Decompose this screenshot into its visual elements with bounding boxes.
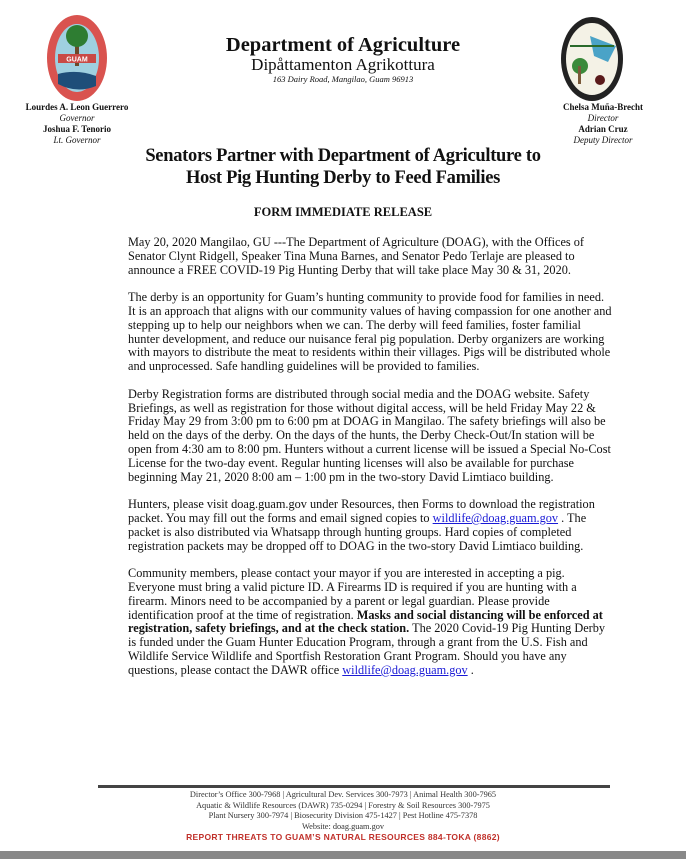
paragraph-4-text: Hunters, please visit doag.guam.gov under Resources, then Forms to download the registration packet. You may fill out the forms and email signed copies to [128,497,595,525]
deputy-director-name: Adrian Cruz [578,124,628,134]
paragraph-4-text-2: . The packet is also distributed via Whatsapp through hunting groups. Hard copies of completed registration packets may be dropped off to DOAG in the two-story David Limtiaco building. [128,510,587,553]
paragraph-5-bold: Masks and social distancing will be enforced at registration, safety briefings, and at the check station. [128,607,603,636]
dawr-email-link[interactable]: wildlife@doag.guam.gov [342,662,468,677]
paragraph-2: The derby is an opportunity for Guam’s hunting community to provide food for families in need. It is an approach that aligns with our community values of having compassion for one another and stepping up to help our neighbors when we can. The derby will feed families, foster familial hunter development, and reduce our nuisance feral pig population. Derby organizers are working with mayors to distribute the meat to residents within their villages. Pigs will be distributed whole and unprocessed. Safe handling guidelines will be provided to families. [128,290,612,374]
report-threats-hotline: REPORT THREATS TO GUAM’S NATURAL RESOURCES 884-TOKA (8862) [186,832,500,843]
governor-title: Governor [59,113,95,123]
paragraph-5 [128,567,612,677]
paragraph-4 [128,498,612,553]
paragraph-5-end: . [467,662,474,677]
director-title: Director [587,113,619,123]
footer-line-1: Director’s Office 300-7968 | Agricultural Dev. Services 300-7973 | Animal Health 300-7965 [189,790,497,799]
department-name-chamorro: Dipåttamenton Agrikottura [251,55,435,74]
lt-governor-title: Lt. Governor [53,135,101,145]
lt-governor-name: Joshua F. Tenorio [43,124,111,134]
left-officials [7,102,147,146]
press-release-body [128,236,612,691]
wildlife-email-link[interactable]: wildlife@doag.guam.gov [432,510,559,525]
release-label: FORM IMMEDIATE RELEASE [253,205,433,219]
department-address: 163 Dairy Road, Mangilao, Guam 96913 [272,74,414,84]
footer-line-2: Aquatic & Wildlife Resources (DAWR) 735-0294 | Forestry & Soil Resources 300-7975 [196,800,490,810]
footer-divider [98,785,610,788]
page-bottom-edge [0,851,686,859]
paragraph-5-text-2: The 2020 Covid-19 Pig Hunting Derby is funded under the Guam Hunter Education Program, through a grant from the U.S. Fish and Wildlife Service Wildlife and Sportfish Restoration Grant Program. Should you have any questions, please contact the DAWR office [128,621,606,677]
department-name: Department of Agriculture [225,34,461,56]
svg-text:GUAM: GUAM [66,56,88,64]
title-line-1: Senators Partner with Department of Agriculture to [145,146,541,166]
paragraph-3: Derby Registration forms are distributed through social media and the DOAG website. Safety Briefings, as well as registration for those without digital access, will be held Friday May 22 & Friday May 29 from 3:00 pm to 6:00 pm at DOAG in Mangilao. The safety briefings will also be held on the days of the derby. On the days of the hunts, the Derby Check-Out/In station will be open from 4:30 am to 8:00 pm. Hunters without a current license will be issued a Special No-Cost License for the two-day event. Regular hunting licenses will also be available for purchase beginning May 21, 2020 8:00 am – 1:00 pm in the two-story David Limtiaco building. [128,386,611,484]
governor-name: Lourdes A. Leon Guerrero [25,102,129,112]
director-name: Chelsa Muña-Brecht [562,102,644,112]
deputy-director-title: Deputy Director [573,135,633,145]
footer-contacts [0,790,686,843]
title-line-2: Host Pig Hunting Derby to Feed Families [185,168,501,188]
footer-website: Website: doag.guam.gov [301,821,385,831]
right-officials [533,102,673,146]
press-release-title [0,145,686,189]
footer-line-3: Plant Nursery 300-7974 | Biosecurity Division 475-1427 | Pest Hotline 475-7378 [208,811,478,821]
paragraph-5-text: Community members, please contact your mayor if you are interested in accepting a pig. Everyone must bring a valid picture ID. A Firearms ID is required if you are hunting with a firearm. Minors need to be accompanied by a parent or legal guardian. Please provide identification proof at the time of registration. [128,566,577,622]
paragraph-1: May 20, 2020 Mangilao, GU ---The Department of Agriculture (DOAG), with the Offices of Senator Clynt Ridgell, Speaker Tina Muna Barnes, and Senator Pedo Terlaje are pleased to announce a FREE COVID-19 Pig Hunting Derby that will take place May 30 & 31, 2020. [128,235,585,277]
